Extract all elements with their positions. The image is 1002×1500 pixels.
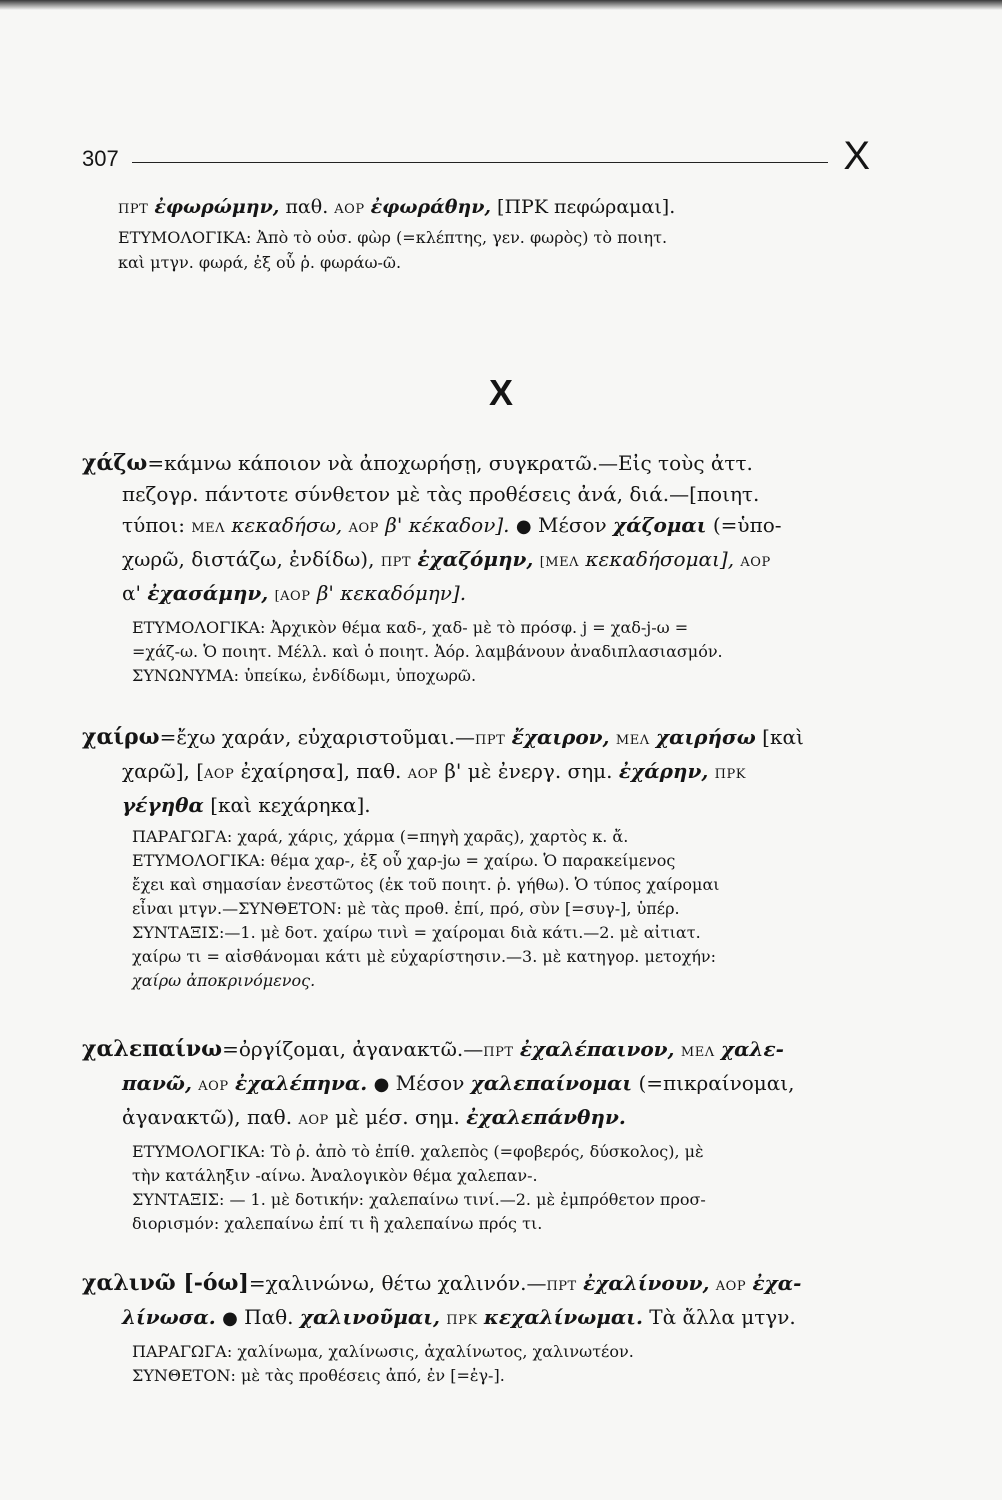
running-head	[82, 134, 870, 180]
text: β' μὲ ἐνεργ. σημ.	[444, 759, 613, 783]
abbr: ΠΡΚ	[714, 767, 746, 782]
scan-top-edge	[0, 0, 1002, 10]
synonyms: ΣΥΝΩΝΥΜΑ: ὑπείκω, ἐνδίδωμι, ὑποχωρῶ.	[132, 666, 477, 685]
form: γέγηθα	[122, 793, 204, 817]
entry-body	[82, 722, 882, 821]
section-letter: Χ	[488, 372, 513, 413]
previous-entry-tail	[118, 192, 878, 275]
abbr: ΜΕΛ	[615, 733, 650, 748]
abbr: ΑΟΡ	[198, 1079, 229, 1094]
form: ἐχα-	[752, 1271, 802, 1295]
text: τύποι:	[122, 513, 185, 537]
headword: χαίρω	[82, 724, 160, 750]
form: ἐφωράθην,	[370, 196, 491, 218]
text: =κάμνω κάποιον νὰ ἀποχωρήσῃ, συγκρατῶ.—Εἰς τοὺς ἀττ.	[147, 451, 753, 475]
entry-body	[82, 448, 882, 612]
etymology-cont: =χάζ-ω. Ὁ ποιητ. Μέλλ. καὶ ὁ ποιητ. Ἀόρ. λαμβάνουν ἀναδιπλασιασμόν.	[132, 642, 723, 661]
syntax-cont: χαίρω τι = αἰσθάνομαι κάτι μὲ εὐχαρίστησιν.—3. μὲ κατηγορ. μετοχήν:	[132, 947, 717, 966]
abbr: ΑΟΡ	[204, 767, 235, 782]
abbr: ΠΡΤ	[380, 555, 412, 570]
prev-etymology-cont: καὶ μτγν. φωρά, ἐξ οὗ ῥ. φωράω-ῶ.	[118, 253, 402, 272]
syntax: ΣΥΝΤΑΞΙΣ:—1. μὲ δοτ. χαίρω τινὶ = χαίρομαι διὰ κάτι.—2. μὲ αἰτιατ.	[132, 923, 701, 942]
headword: χαλεπαίνω	[82, 1036, 223, 1062]
abbr-prt: ΠΡΤ	[118, 202, 149, 217]
text: =χαλινώνω, θέτω χαλινόν.—	[248, 1271, 547, 1295]
abbr-aor: ΑΟΡ	[334, 202, 365, 217]
etymology: ΕΤΥΜΟΛΟΓΙΚΑ: θέμα χαρ-, ἐξ οὗ χαρ-jω = χαίρω. Ὁ παρακείμενος	[132, 851, 676, 870]
form: ἔχαιρον,	[511, 725, 610, 749]
page-number: 307	[82, 146, 119, 171]
entry-body	[82, 1268, 882, 1336]
entry-chairo	[82, 722, 882, 993]
abbr: ΠΡΤ	[475, 733, 506, 748]
etymology-cont: τὴν κατάληξιν -αίνω. Ἀναλογικὸν θέμα χαλεπαν-.	[132, 1166, 538, 1185]
abbr: ΜΕΛ	[680, 1045, 715, 1060]
form: ἐχάρην,	[618, 759, 709, 783]
abbr: [ΑΟΡ	[274, 589, 311, 604]
form: κεκαδήσω,	[231, 513, 343, 537]
abbr: ΑΟΡ	[407, 767, 438, 782]
text: Μέσον	[537, 513, 607, 537]
abbr: ΠΡΤ	[546, 1279, 577, 1294]
compound: ΣΥΝΘΕΤΟΝ: μὲ τὰς προθέσεις ἀπό, ἐν [=ἐγ-].	[132, 1366, 505, 1385]
etymology: ΕΤΥΜΟΛΟΓΙΚΑ: Ἀρχικὸν θέμα καδ-, χαδ- μὲ τὸ πρόσφ. j = χαδ-j-ω =	[132, 618, 689, 637]
form: χαλεπαίνομαι	[470, 1071, 633, 1095]
text: ἐχαίρησα], παθ.	[240, 759, 402, 783]
form: πανῶ,	[122, 1071, 192, 1095]
abbr: ΑΟΡ	[298, 1113, 329, 1128]
bullet-icon: ●	[222, 1308, 238, 1329]
form: χαλινοῦμαι,	[299, 1305, 440, 1329]
abbr: ΑΟΡ	[740, 555, 771, 570]
derivatives: ΠΑΡΑΓΩΓΑ: χαλίνωμα, χαλίνωσις, ἀχαλίνωτος, χαλινωτέον.	[132, 1342, 634, 1361]
text: Μέσον	[395, 1071, 465, 1095]
entry-body	[82, 1034, 882, 1136]
etymology: ΕΤΥΜΟΛΟΓΙΚΑ: Τὸ ῥ. ἀπὸ τὸ ἐπίθ. χαλεπὸς (=φοβερός, δύσκολος), μὲ	[132, 1142, 704, 1161]
syntax: ΣΥΝΤΑΞΙΣ: — 1. μὲ δοτικήν: χαλεπαίνω τινί.—2. μὲ ἐμπρόθετον προσ-	[132, 1190, 706, 1209]
form: ἐχαλέπαινον,	[519, 1037, 675, 1061]
form: ἐχαλίνουν,	[583, 1271, 710, 1295]
form: ἐφωρώμην,	[154, 196, 280, 218]
form: ἐχαλέπηνα.	[234, 1071, 368, 1095]
header-rule	[132, 162, 828, 163]
bullet-icon: ●	[515, 516, 532, 537]
text: =ἔχω χαράν, εὐχαριστοῦμαι.—	[159, 725, 476, 749]
text: χωρῶ, διστάζω, ἐνδίδω),	[122, 547, 375, 571]
form: ἐχαλεπάνθην.	[466, 1105, 626, 1129]
text: χαρῶ], [	[122, 759, 205, 783]
text: μὲ μέσ. σημ.	[335, 1105, 460, 1129]
abbr: ΠΡΚ	[446, 1313, 478, 1328]
text: ἀγανακτῶ), παθ.	[122, 1105, 293, 1129]
etymology-cont: ἔχει καὶ σημασίαν ἐνεστῶτος (ἐκ τοῦ ποιητ. ῥ. γήθω). Ὁ τύπος χαίρομαι	[132, 875, 720, 894]
abbr: ΑΟΡ	[348, 521, 379, 536]
text: =ὀργίζομαι, ἀγανακτῶ.—	[222, 1037, 484, 1061]
text: Παθ.	[244, 1305, 294, 1329]
form: β' κέκαδον].	[385, 513, 510, 537]
text: Τὰ ἄλλα μτγν.	[649, 1305, 796, 1329]
text: (=ὑπο-	[712, 513, 782, 537]
compound: εἶναι μτγν.—ΣΥΝΘΕΤΟΝ: μὲ τὰς προθ. ἐπί, πρό, σὺν [=συγ-], ὑπέρ.	[132, 899, 680, 918]
syntax-cont: διορισμόν: χαλεπαίνω ἐπί τι ἢ χαλεπαίνω πρός τι.	[132, 1214, 543, 1233]
prev-etymology: ΕΤΥΜΟΛΟΓΙΚΑ: Ἀπὸ τὸ οὐσ. φὼρ (=κλέπτης, γεν. φωρὸς) τὸ ποιητ.	[118, 228, 668, 247]
text: [καὶ	[762, 725, 804, 749]
abbr: ΠΡΤ	[483, 1045, 514, 1060]
form: ἐχαζόμην,	[417, 547, 534, 571]
form: κεκαδήσομαι],	[585, 547, 735, 571]
form: χάζομαι	[613, 513, 707, 537]
form: ἐχασάμην,	[147, 581, 269, 605]
syntax-example: χαίρω ἀποκρινόμενος.	[132, 971, 316, 990]
form: χαλε-	[720, 1037, 784, 1061]
form: β' κεκαδόμην].	[316, 581, 467, 605]
entry-chazo	[82, 448, 882, 688]
prev-line-1	[118, 192, 878, 225]
text: (=πικραίνομαι,	[638, 1071, 795, 1095]
abbr: ΜΕΛ	[191, 521, 226, 536]
text: [καὶ κεχάρηκα].	[210, 793, 371, 817]
text: πεζογρ. πάντοτε σύνθετον μὲ τὰς προθέσεις ἀνά, διά.—[ποιητ.	[122, 482, 760, 506]
abbr: [ΜΕΛ	[539, 555, 579, 570]
form: κεχαλίνωμαι.	[483, 1305, 643, 1329]
headword: χάζω	[82, 450, 148, 476]
derivatives: ΠΑΡΑΓΩΓΑ: χαρά, χάρις, χάρμα (=πηγὴ χαρᾶς), χαρτὸς κ. ἄ.	[132, 827, 629, 846]
form: χαιρήσω	[655, 725, 756, 749]
abbr: ΑΟΡ	[715, 1279, 747, 1294]
entry-chalepaino	[82, 1034, 882, 1236]
entry-chalino	[82, 1268, 882, 1388]
text: α'	[122, 581, 142, 605]
text: παθ.	[285, 196, 329, 218]
bullet-icon: ●	[373, 1074, 390, 1095]
headword: χαλινῶ [-όω]	[82, 1270, 249, 1296]
form: λίνωσα.	[122, 1305, 216, 1329]
text: [ΠΡΚ πεφώραμαι].	[497, 196, 676, 218]
running-head-letter: Χ	[843, 134, 870, 178]
